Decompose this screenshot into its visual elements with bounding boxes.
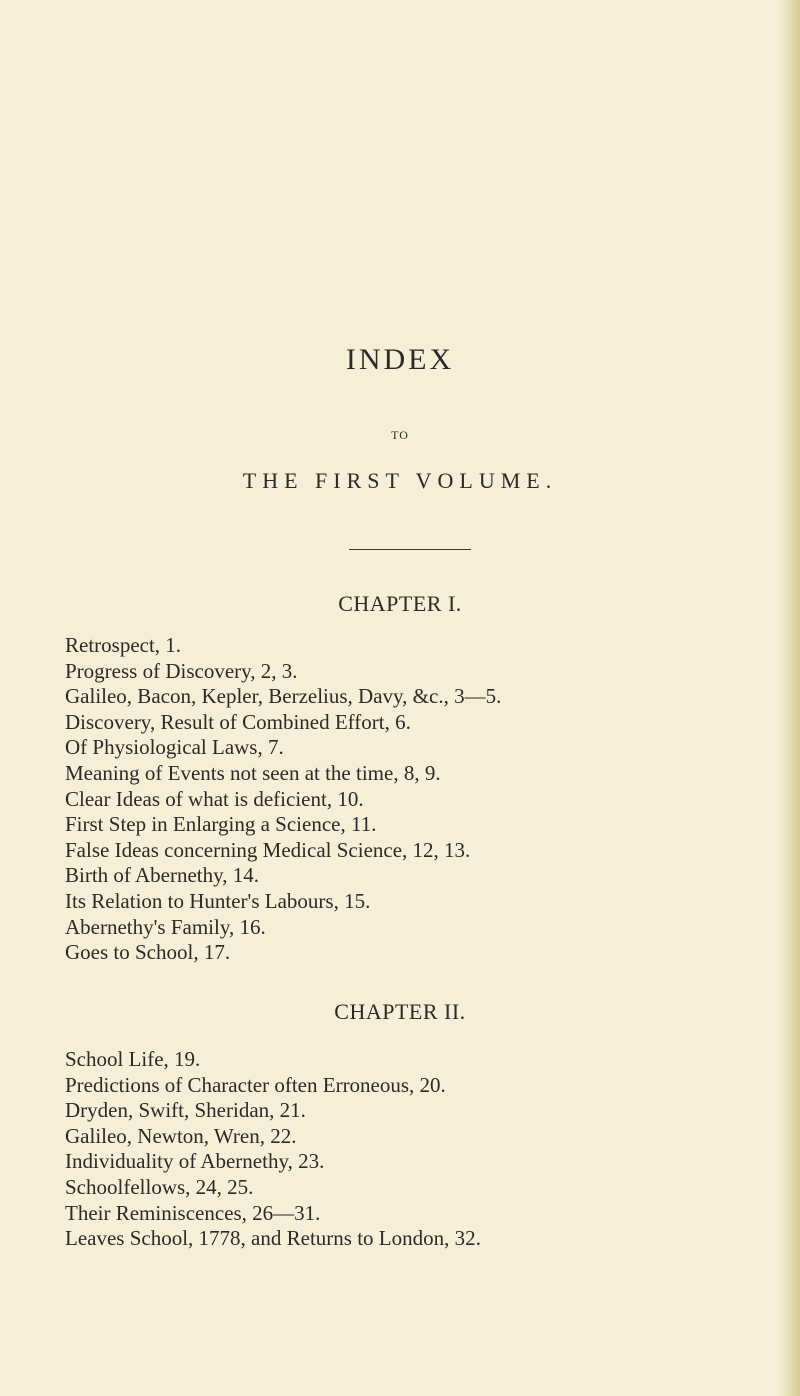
index-title: INDEX (345, 343, 455, 376)
index-entry: False Ideas concerning Medical Science, 12, 13. (65, 837, 471, 862)
index-entry: Individuality of Abernethy, 23. (65, 1149, 325, 1174)
index-entry: Of Physiological Laws, 7. (65, 735, 284, 760)
index-entry: Predictions of Character often Erroneous, 20. (65, 1072, 446, 1097)
index-entry: Progress of Discovery, 2, 3. (65, 658, 298, 683)
index-entry: Their Reminiscences, 26—31. (65, 1200, 321, 1225)
chapter-1-entries (65, 633, 501, 966)
index-entry: Leaves School, 1778, and Returns to London, 32. (65, 1226, 481, 1251)
index-entry: First Step in Enlarging a Science, 11. (65, 812, 377, 837)
index-entry: Birth of Abernethy, 14. (65, 863, 260, 888)
index-entry: Discovery, Result of Combined Effort, 6. (65, 709, 411, 734)
index-entry: Galileo, Newton, Wren, 22. (65, 1123, 297, 1148)
index-entry: Clear Ideas of what is deficient, 10. (65, 786, 364, 811)
index-entry: Abernethy's Family, 16. (65, 914, 266, 939)
chapter-2-entries (65, 1047, 481, 1252)
index-entry: School Life, 19. (65, 1047, 201, 1071)
index-entry: Retrospect, 1. (65, 633, 182, 657)
index-entry: Its Relation to Hunter's Labours, 15. (65, 888, 371, 913)
index-entry: Goes to School, 17. (65, 940, 231, 965)
chapter-1-heading: CHAPTER I. (338, 591, 462, 616)
index-subtitle-to: TO (391, 428, 409, 442)
chapter-2-heading: CHAPTER II. (334, 999, 466, 1024)
index-entry: Galileo, Bacon, Kepler, Berzelius, Davy, &c., 3—5. (65, 684, 502, 709)
index-entry: Dryden, Swift, Sheridan, 21. (65, 1098, 306, 1123)
index-entry: Meaning of Events not seen at the time, 8, 9. (65, 760, 441, 785)
page-edge-shadow (778, 0, 800, 1396)
volume-heading: THE FIRST VOLUME. (242, 468, 558, 493)
divider-rule (349, 549, 471, 550)
index-entry: Schoolfellows, 24, 25. (65, 1174, 254, 1199)
